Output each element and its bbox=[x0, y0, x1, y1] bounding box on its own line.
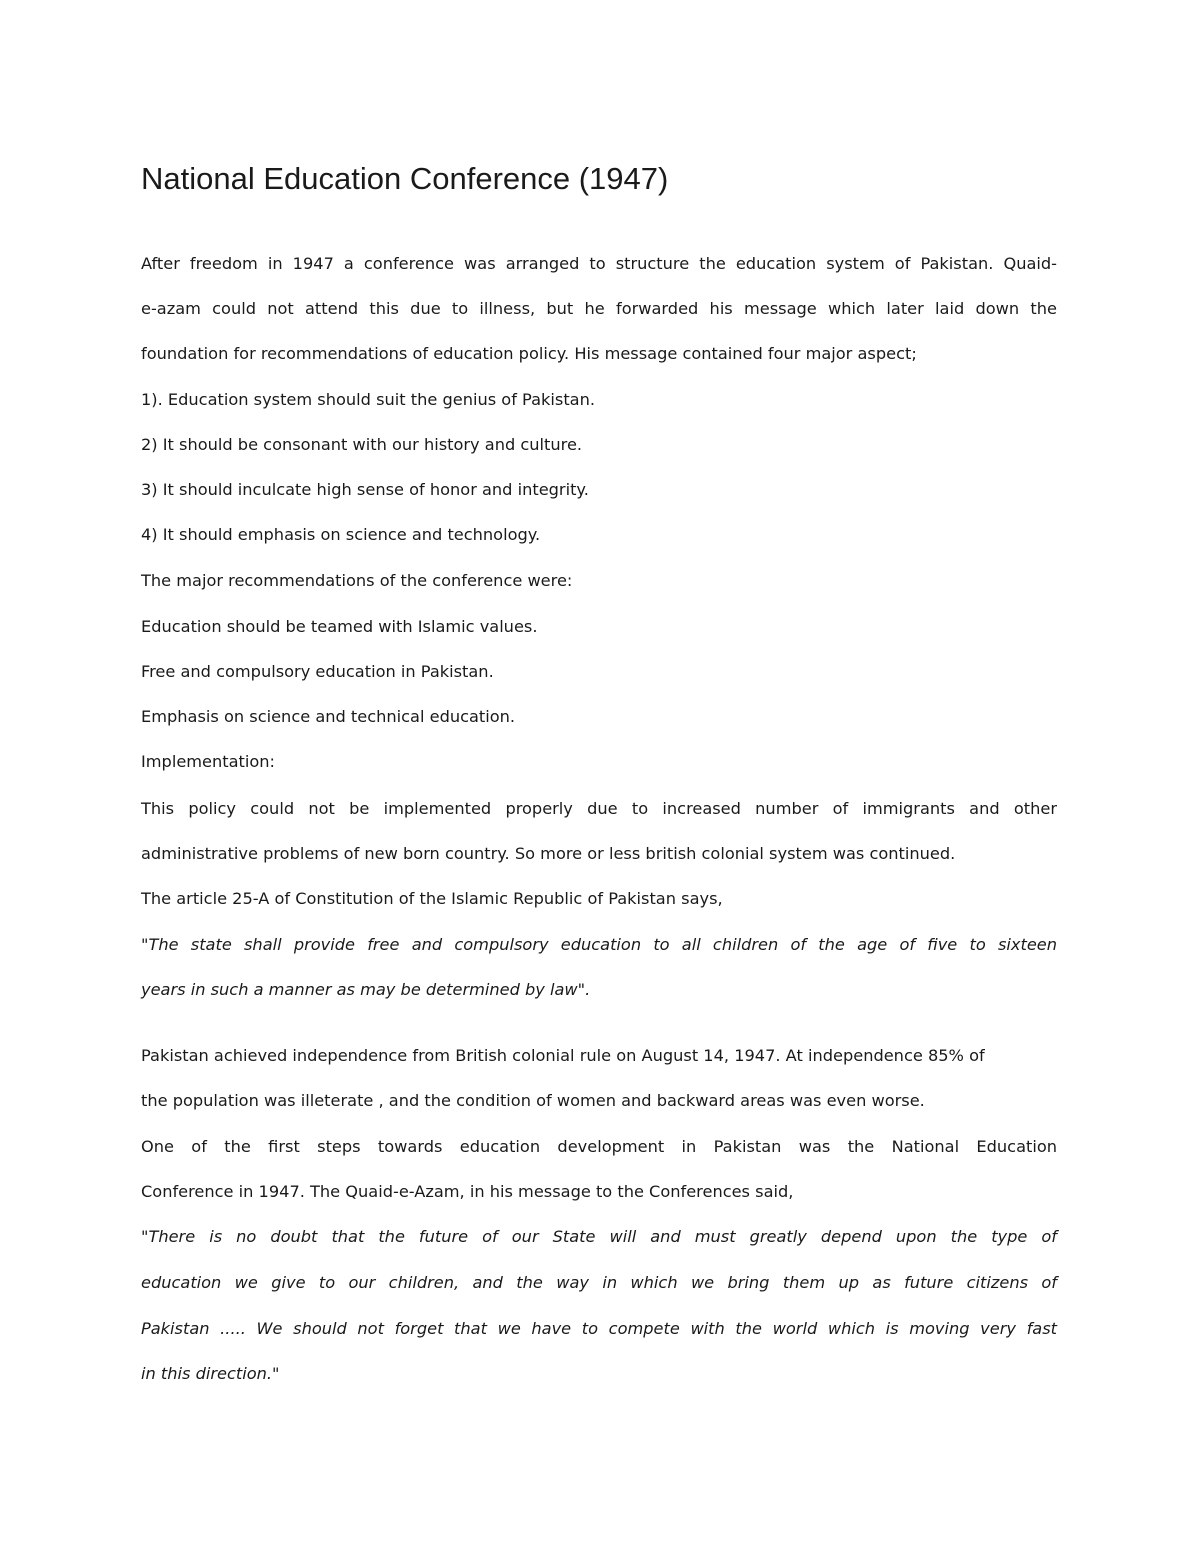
quote-line: "There is no doubt that the future of our State will and must greatly depend upon the type of bbox=[141, 1227, 1057, 1246]
text-line: e-azam could not attend this due to illness, but he forwarded his message which later laid down the bbox=[141, 299, 1057, 318]
text-line: Free and compulsory education in Pakistan. bbox=[141, 662, 494, 681]
quote-line: Pakistan ..... We should not forget that we have to compete with the world which is moving very fast bbox=[141, 1319, 1057, 1338]
text-line: 4) It should emphasis on science and technology. bbox=[141, 525, 541, 544]
text-line: 3) It should inculcate high sense of honor and integrity. bbox=[141, 480, 589, 499]
text-line: Conference in 1947. The Quaid-e-Azam, in his message to the Conferences said, bbox=[141, 1182, 794, 1201]
text-line: The major recommendations of the conference were: bbox=[141, 571, 573, 590]
text-line: Pakistan achieved independence from British colonial rule on August 14, 1947. At independence 85% of bbox=[141, 1046, 985, 1065]
text-line: One of the first steps towards education development in Pakistan was the National Education bbox=[141, 1137, 1057, 1156]
text-line: the population was illeterate , and the condition of women and backward areas was even worse. bbox=[141, 1091, 925, 1110]
text-line: Emphasis on science and technical education. bbox=[141, 707, 516, 726]
text-line: This policy could not be implemented properly due to increased number of immigrants and other bbox=[141, 799, 1057, 818]
quote-line: years in such a manner as may be determined by law". bbox=[141, 980, 591, 999]
quote-line: "The state shall provide free and compulsory education to all children of the age of five to sixteen bbox=[141, 935, 1057, 954]
text-line: The article 25-A of Constitution of the Islamic Republic of Pakistan says, bbox=[141, 889, 723, 908]
text-line: After freedom in 1947 a conference was arranged to structure the education system of Pakistan. Quaid- bbox=[141, 254, 1057, 273]
quote-line: education we give to our children, and the way in which we bring them up as future citizens of bbox=[141, 1273, 1057, 1292]
text-line: 2) It should be consonant with our history and culture. bbox=[141, 435, 583, 454]
quote-line: in this direction." bbox=[141, 1364, 280, 1383]
text-line: 1). Education system should suit the genius of Pakistan. bbox=[141, 390, 595, 409]
text-line: Education should be teamed with Islamic values. bbox=[141, 617, 538, 636]
document-title: National Education Conference (1947) bbox=[141, 161, 669, 196]
text-line: foundation for recommendations of education policy. His message contained four major aspect; bbox=[141, 344, 917, 363]
text-line: Implementation: bbox=[141, 752, 275, 771]
text-line: administrative problems of new born country. So more or less british colonial system was continued. bbox=[141, 844, 956, 863]
